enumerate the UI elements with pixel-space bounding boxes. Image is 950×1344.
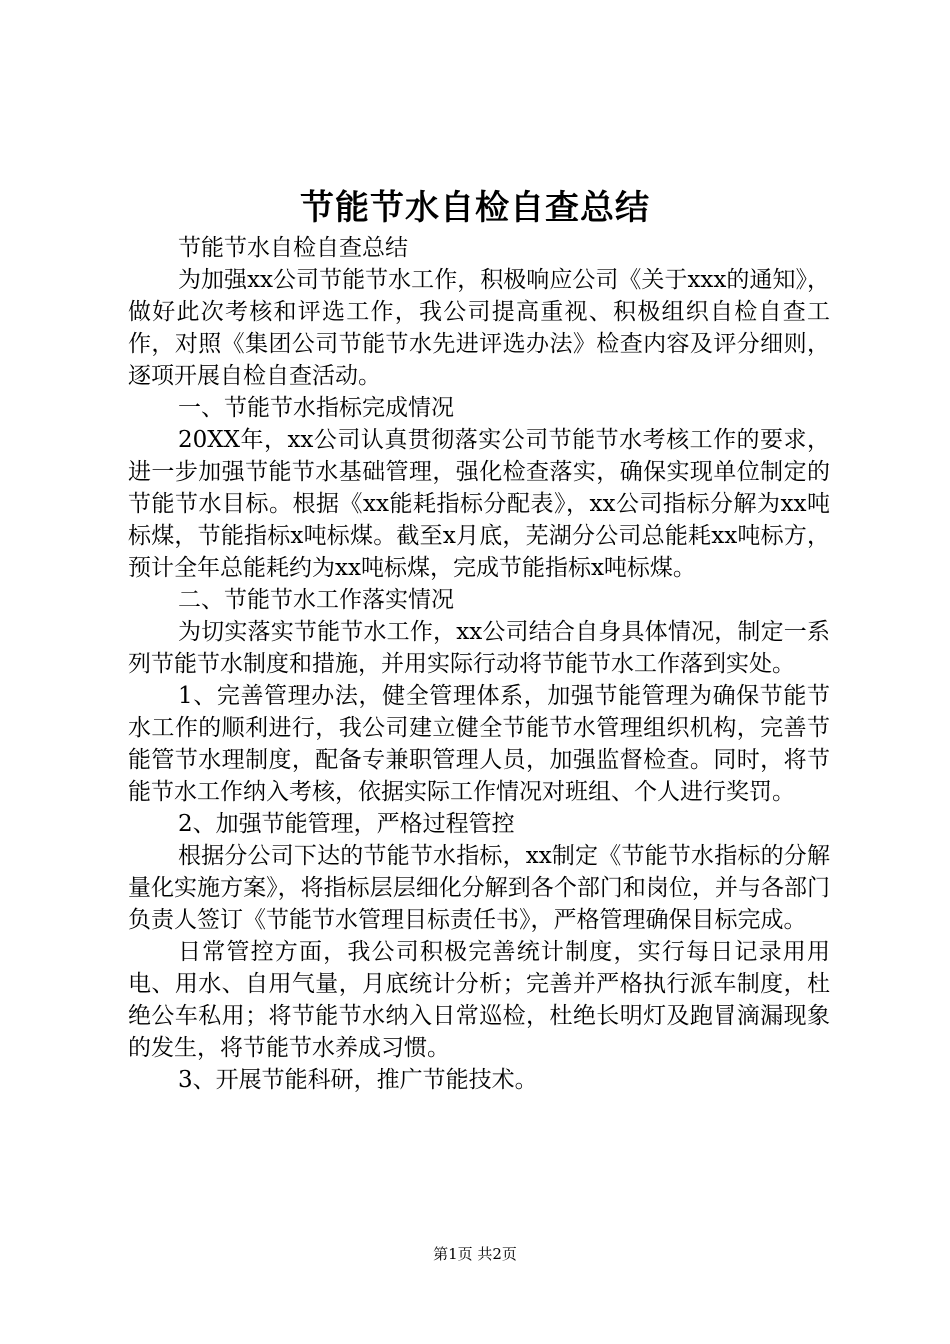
paragraph-indicators: 20XX年，xx公司认真贯彻落实公司节能节水考核工作的要求，进一步加强节能节水基础管理，强化检查落实，确保实现单位制定的节能节水目标。根据《xx能耗指标分配表》，xx公司指标分解为xx吨标煤，节能指标x吨标煤。截至x月底，芜湖分公司总能耗xx吨标方，预计全年总能耗约为xx吨标煤，完成节能指标x吨标煤。	[128, 427, 830, 581]
document-title: 节能节水自检自查总结	[300, 188, 650, 228]
document-body	[128, 232, 830, 1096]
paragraph-subtitle: 节能节水自检自查总结	[178, 235, 408, 261]
paragraph-intro: 为加强xx公司节能节水工作，积极响应公司《关于xxx的通知》，做好此次考核和评选工作，我公司提高重视、积极组织自检自查工作，对照《集团公司节能节水先进评选办法》检查内容及评分细则，逐项开展自检自查活动。	[128, 267, 830, 389]
paragraph-item-2-detail: 根据分公司下达的节能节水指标，xx制定《节能节水指标的分解量化实施方案》，将指标层层细化分解到各个部门和岗位，并与各部门负责人签订《节能节水管理目标责任书》，严格管理确保目标完成。	[128, 843, 830, 933]
paragraph-item-3-heading: 3、开展节能科研，推广节能技术。	[178, 1067, 538, 1093]
section-heading-2: 二、节能节水工作落实情况	[178, 587, 454, 613]
paragraph-item-1: 1、完善管理办法，健全管理体系，加强节能管理为确保节能节水工作的顺利进行，我公司建立健全节能节水管理组织机构，完善节能管节水理制度，配备专兼职管理人员，加强监督检查。同时，将节能节水工作纳入考核，依据实际工作情况对班组、个人进行奖罚。	[128, 683, 830, 805]
paragraph-daily-control: 日常管控方面，我公司积极完善统计制度，实行每日记录用用电、用水、自用气量，月底统计分析；完善并严格执行派车制度，杜绝公车私用；将节能节水纳入日常巡检，杜绝长明灯及跑冒滴漏现象的发生，将节能节水养成习惯。	[128, 939, 830, 1061]
section-heading-1: 一、节能节水指标完成情况	[178, 395, 454, 421]
paragraph-item-2-heading: 2、加强节能管理，严格过程管控	[178, 811, 515, 837]
page-footer: 第1页 共2页	[433, 1245, 517, 1263]
paragraph-implementation: 为切实落实节能节水工作，xx公司结合自身具体情况，制定一系列节能节水制度和措施，并用实际行动将节能节水工作落到实处。	[128, 619, 830, 677]
